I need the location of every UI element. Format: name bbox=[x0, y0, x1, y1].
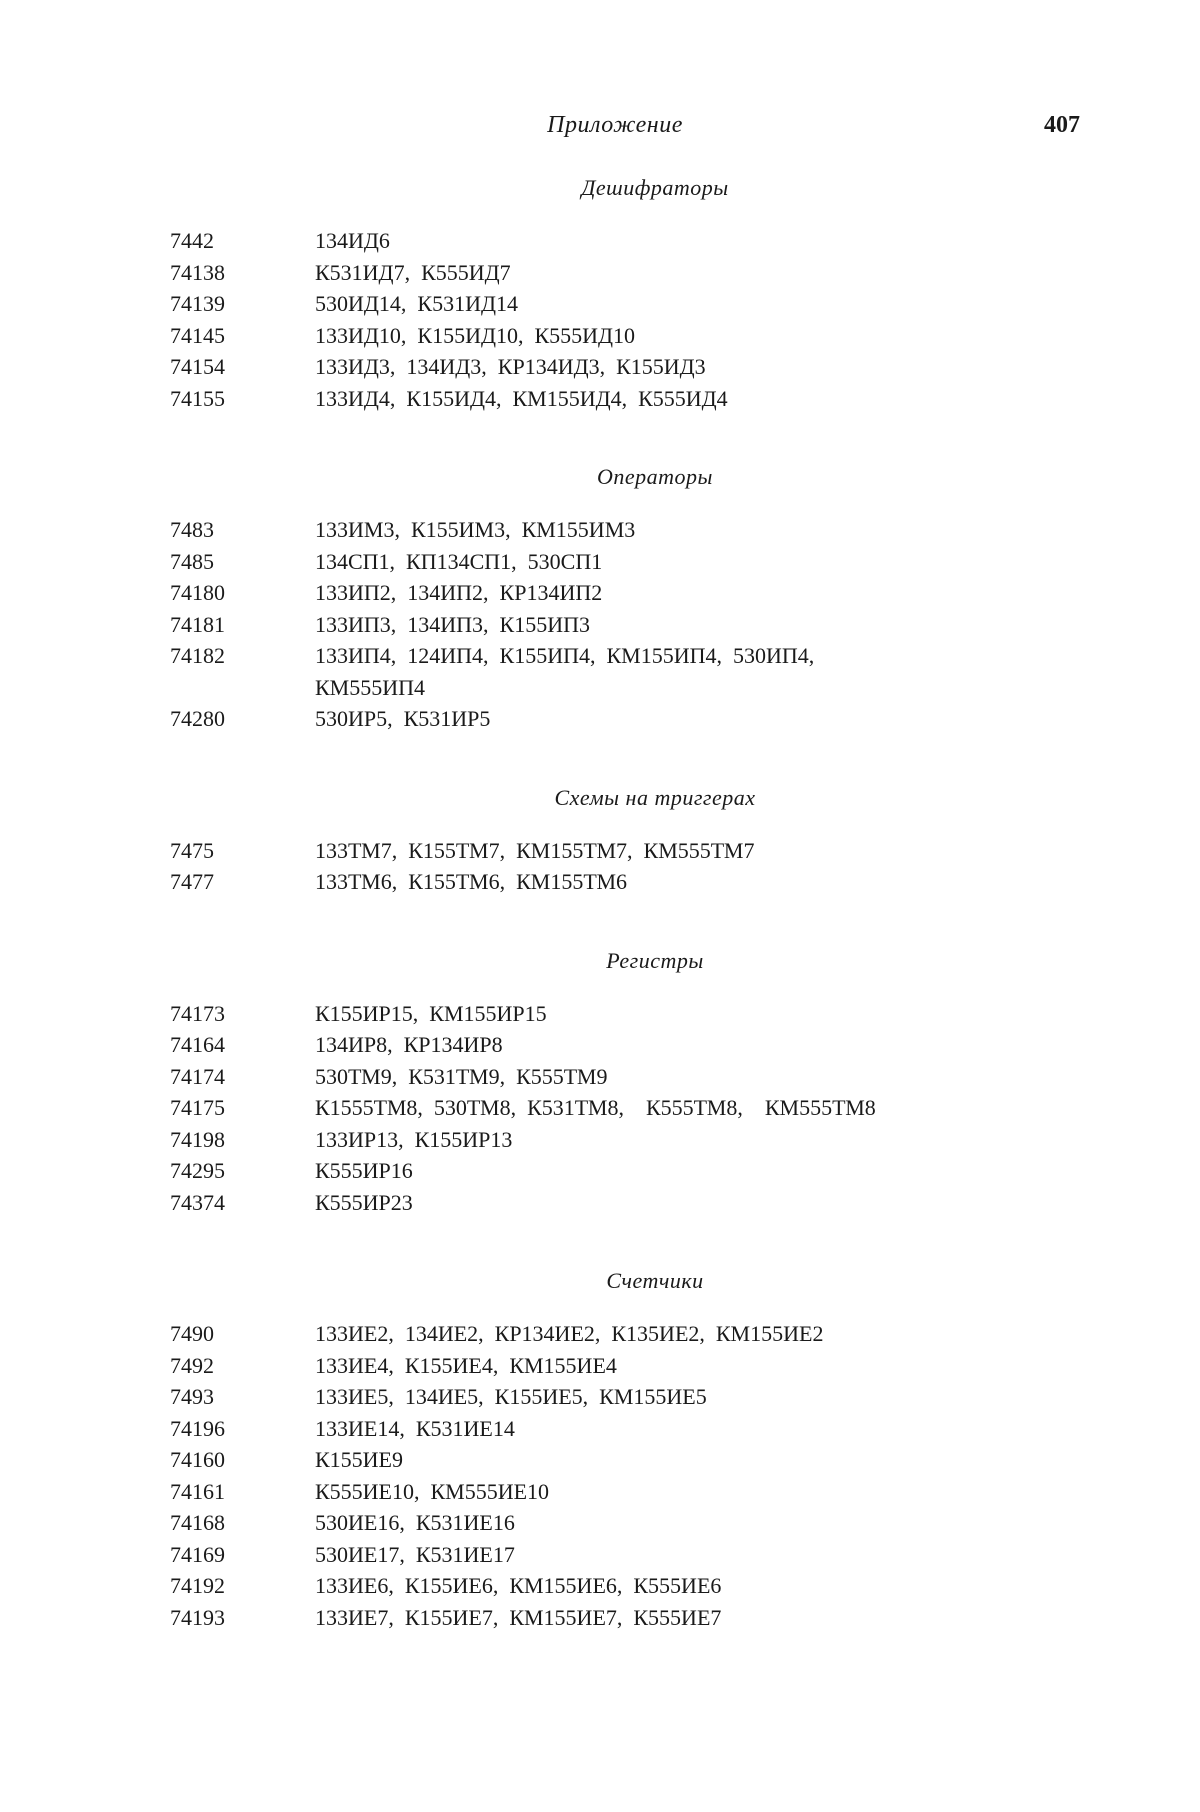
chip-code: 74173 bbox=[170, 998, 315, 1030]
table-row bbox=[170, 225, 1080, 257]
chip-code: 74154 bbox=[170, 351, 315, 383]
chip-code: 7442 bbox=[170, 225, 315, 257]
chip-code: 7477 bbox=[170, 866, 315, 898]
table-row bbox=[170, 866, 1080, 898]
chip-analogs: 133ИП3, 134ИП3, К155ИП3 bbox=[315, 609, 1080, 641]
chip-analogs: 133ИД4, К155ИД4, КМ155ИД4, К555ИД4 bbox=[315, 383, 1080, 415]
chip-code: 74168 bbox=[170, 1507, 315, 1539]
table-row bbox=[170, 640, 1080, 703]
page-number: 407 bbox=[1044, 112, 1080, 139]
chip-code: 7493 bbox=[170, 1381, 315, 1413]
table-row bbox=[170, 1507, 1080, 1539]
chip-code: 74164 bbox=[170, 1029, 315, 1061]
table-row bbox=[170, 1476, 1080, 1508]
chip-code: 74175 bbox=[170, 1092, 315, 1124]
chip-analogs: К531ИД7, К555ИД7 bbox=[315, 257, 1080, 289]
chip-code: 74155 bbox=[170, 383, 315, 415]
chip-analogs: 133ИД3, 134ИД3, КР134ИД3, К155ИД3 bbox=[315, 351, 1080, 383]
table-row bbox=[170, 1318, 1080, 1350]
chip-code: 74161 bbox=[170, 1476, 315, 1508]
chip-code: 74145 bbox=[170, 320, 315, 352]
table-row bbox=[170, 1092, 1080, 1124]
chip-analogs: 530ИД14, К531ИД14 bbox=[315, 288, 1080, 320]
table-row bbox=[170, 351, 1080, 383]
section-title: Дешифраторы bbox=[170, 175, 1080, 201]
chip-code: 7475 bbox=[170, 835, 315, 867]
table-row bbox=[170, 998, 1080, 1030]
chip-code: 74196 bbox=[170, 1413, 315, 1445]
chip-code: 74295 bbox=[170, 1155, 315, 1187]
table-row bbox=[170, 288, 1080, 320]
chip-analogs: 133ИР13, К155ИР13 bbox=[315, 1124, 1080, 1156]
chip-analogs: 134ИР8, КР134ИР8 bbox=[315, 1029, 1080, 1061]
table-row bbox=[170, 1029, 1080, 1061]
chip-analogs: К555ИЕ10, КМ555ИЕ10 bbox=[315, 1476, 1080, 1508]
chip-analogs: 134ИД6 bbox=[315, 225, 1080, 257]
running-title: Приложение bbox=[150, 112, 1080, 139]
chip-analogs: 133ИП4, 124ИП4, К155ИП4, КМ155ИП4, 530ИП4, КМ555ИП4 bbox=[315, 640, 1080, 703]
section bbox=[170, 948, 1080, 1219]
chip-analogs: 133ИД10, К155ИД10, К555ИД10 bbox=[315, 320, 1080, 352]
table-row bbox=[170, 320, 1080, 352]
chip-analogs: 133ИЕ4, К155ИЕ4, КМ155ИЕ4 bbox=[315, 1350, 1080, 1382]
chip-analogs: 530ИЕ17, К531ИЕ17 bbox=[315, 1539, 1080, 1571]
running-head bbox=[150, 112, 1080, 152]
chip-analogs: 133ИЕ7, К155ИЕ7, КМ155ИЕ7, К555ИЕ7 bbox=[315, 1602, 1080, 1634]
table-row bbox=[170, 703, 1080, 735]
chip-analogs: К1555ТМ8, 530ТМ8, К531ТМ8, К555ТМ8, КМ555ТМ8 bbox=[315, 1092, 1080, 1124]
chip-analogs: 133ИЕ14, К531ИЕ14 bbox=[315, 1413, 1080, 1445]
section bbox=[170, 785, 1080, 898]
chip-analogs: К155ИР15, КМ155ИР15 bbox=[315, 998, 1080, 1030]
section-title: Схемы на триггерах bbox=[170, 785, 1080, 811]
chip-code: 7483 bbox=[170, 514, 315, 546]
section bbox=[170, 1268, 1080, 1633]
chip-analogs: 133ИЕ6, К155ИЕ6, КМ155ИЕ6, К555ИЕ6 bbox=[315, 1570, 1080, 1602]
section bbox=[170, 464, 1080, 735]
chip-code: 74180 bbox=[170, 577, 315, 609]
table-row bbox=[170, 1570, 1080, 1602]
table-row bbox=[170, 609, 1080, 641]
table-row bbox=[170, 1413, 1080, 1445]
chip-analogs: 133ИМ3, К155ИМ3, КМ155ИМ3 bbox=[315, 514, 1080, 546]
chip-analogs: 133ТМ6, К155ТМ6, КМ155ТМ6 bbox=[315, 866, 1080, 898]
table-row bbox=[170, 1124, 1080, 1156]
chip-analogs: 530ТМ9, К531ТМ9, К555ТМ9 bbox=[315, 1061, 1080, 1093]
content bbox=[170, 175, 1080, 1683]
chip-code: 74280 bbox=[170, 703, 315, 735]
chip-analogs: 530ИР5, К531ИР5 bbox=[315, 703, 1080, 735]
chip-code: 74139 bbox=[170, 288, 315, 320]
chip-code: 74193 bbox=[170, 1602, 315, 1634]
table-row bbox=[170, 1602, 1080, 1634]
chip-analogs: 133ИЕ5, 134ИЕ5, К155ИЕ5, КМ155ИЕ5 bbox=[315, 1381, 1080, 1413]
table-row bbox=[170, 514, 1080, 546]
chip-code: 7492 bbox=[170, 1350, 315, 1382]
section-title: Операторы bbox=[170, 464, 1080, 490]
table-row bbox=[170, 1061, 1080, 1093]
chip-code: 7485 bbox=[170, 546, 315, 578]
chip-analogs: К555ИР23 bbox=[315, 1187, 1080, 1219]
chip-code: 74198 bbox=[170, 1124, 315, 1156]
chip-code: 74182 bbox=[170, 640, 315, 703]
table-row bbox=[170, 835, 1080, 867]
chip-code: 74138 bbox=[170, 257, 315, 289]
chip-analogs: К155ИЕ9 bbox=[315, 1444, 1080, 1476]
section-title: Регистры bbox=[170, 948, 1080, 974]
table-row bbox=[170, 1539, 1080, 1571]
chip-analogs: 133ИП2, 134ИП2, КР134ИП2 bbox=[315, 577, 1080, 609]
chip-code: 74374 bbox=[170, 1187, 315, 1219]
table-row bbox=[170, 1444, 1080, 1476]
table-row bbox=[170, 1155, 1080, 1187]
table-row bbox=[170, 257, 1080, 289]
chip-code: 74160 bbox=[170, 1444, 315, 1476]
table-row bbox=[170, 546, 1080, 578]
table-row bbox=[170, 577, 1080, 609]
table-row bbox=[170, 1381, 1080, 1413]
chip-code: 74169 bbox=[170, 1539, 315, 1571]
chip-analogs: 133ТМ7, К155ТМ7, КМ155ТМ7, КМ555ТМ7 bbox=[315, 835, 1080, 867]
table-row bbox=[170, 383, 1080, 415]
table-row bbox=[170, 1187, 1080, 1219]
book-page bbox=[0, 0, 1200, 1812]
chip-analogs: К555ИР16 bbox=[315, 1155, 1080, 1187]
chip-code: 74181 bbox=[170, 609, 315, 641]
chip-analogs: 530ИЕ16, К531ИЕ16 bbox=[315, 1507, 1080, 1539]
chip-code: 74192 bbox=[170, 1570, 315, 1602]
chip-code: 74174 bbox=[170, 1061, 315, 1093]
chip-analogs: 134СП1, КП134СП1, 530СП1 bbox=[315, 546, 1080, 578]
section bbox=[170, 175, 1080, 414]
table-row bbox=[170, 1350, 1080, 1382]
section-title: Счетчики bbox=[170, 1268, 1080, 1294]
chip-code: 7490 bbox=[170, 1318, 315, 1350]
chip-analogs: 133ИЕ2, 134ИЕ2, КР134ИЕ2, К135ИЕ2, КМ155ИЕ2 bbox=[315, 1318, 1080, 1350]
